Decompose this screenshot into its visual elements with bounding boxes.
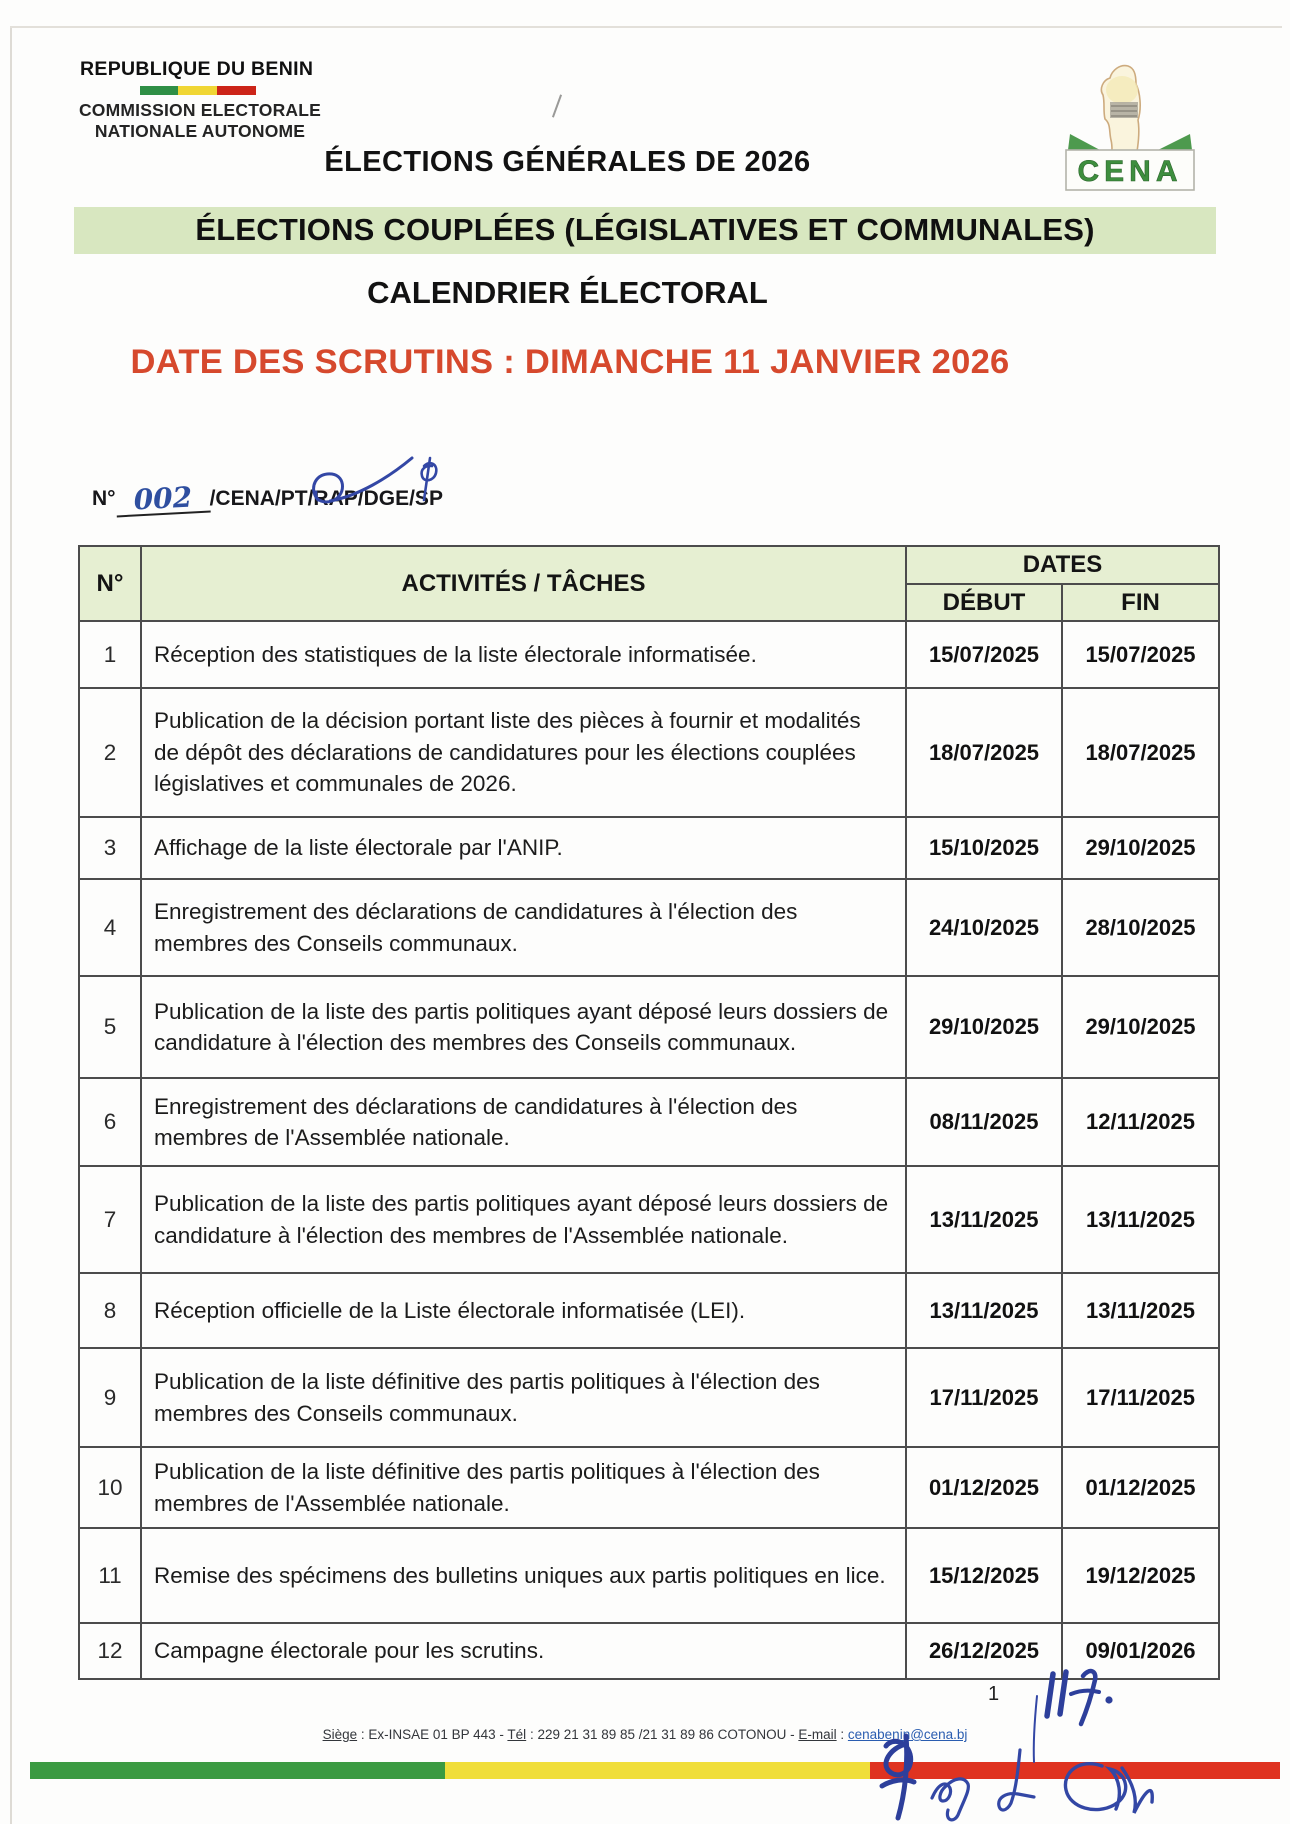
row-end-date: 13/11/2025 bbox=[1062, 1166, 1219, 1273]
table-row bbox=[79, 621, 1219, 688]
row-start-date: 15/12/2025 bbox=[906, 1528, 1062, 1623]
scan-slash-artifact bbox=[552, 94, 562, 117]
row-start-date: 24/10/2025 bbox=[906, 879, 1062, 976]
commission-line1: COMMISSION ELECTORALE bbox=[78, 100, 322, 120]
row-number: 8 bbox=[79, 1273, 141, 1348]
reference-prefix: N° bbox=[92, 487, 116, 510]
footer-email-label: E-mail bbox=[798, 1727, 837, 1742]
scan-edge-top bbox=[10, 26, 1282, 28]
row-end-date: 28/10/2025 bbox=[1062, 879, 1219, 976]
table-row bbox=[79, 1166, 1219, 1273]
row-activity: Publication de la décision portant liste des pièces à fournir et modalités de dépôt des déclarations de candidatures pour les élections couplées législatives et communales de 2026. bbox=[141, 688, 906, 817]
scrutin-date-title: DATE DES SCRUTINS : DIMANCHE 11 JANVIER 2026 bbox=[130, 343, 1010, 381]
footer-part1: : Ex-INSAE 01 BP 443 - bbox=[357, 1727, 508, 1742]
row-number: 4 bbox=[79, 879, 141, 976]
footer-email-link[interactable]: cenabenin@cena.bj bbox=[847, 1727, 968, 1742]
flag-red-segment bbox=[217, 86, 256, 95]
column-header-start: DÉBUT bbox=[906, 584, 1062, 621]
row-activity: Publication de la liste définitive des partis politiques à l'élection des membres de l'Assemblée nationale. bbox=[141, 1447, 906, 1528]
row-start-date: 13/11/2025 bbox=[906, 1166, 1062, 1273]
row-number: 2 bbox=[79, 688, 141, 817]
band-yellow-segment bbox=[445, 1762, 870, 1779]
row-end-date: 29/10/2025 bbox=[1062, 817, 1219, 879]
header-row-1 bbox=[79, 546, 1219, 584]
calendar-table bbox=[78, 545, 1220, 1680]
row-start-date: 08/11/2025 bbox=[906, 1078, 1062, 1166]
calendar-table-wrapper bbox=[78, 545, 1220, 1680]
row-end-date: 17/11/2025 bbox=[1062, 1348, 1219, 1447]
footer-tel-label: Tél bbox=[507, 1727, 527, 1742]
column-header-activity: ACTIVITÉS / TÂCHES bbox=[141, 546, 906, 621]
table-row bbox=[79, 1447, 1219, 1528]
footer-part3: : bbox=[836, 1727, 848, 1742]
reference-suffix: /CENA/PT/RAP/DGE/SP bbox=[209, 487, 443, 510]
row-activity: Publication de la liste des partis politiques ayant déposé leurs dossiers de candidature à l'élection des membres de l'Assemblée nationale. bbox=[141, 1166, 906, 1273]
row-number: 1 bbox=[79, 621, 141, 688]
row-start-date: 15/07/2025 bbox=[906, 621, 1062, 688]
table-row bbox=[79, 1273, 1219, 1348]
page-number: 1 bbox=[988, 1683, 1000, 1705]
row-number: 9 bbox=[79, 1348, 141, 1447]
row-start-date: 29/10/2025 bbox=[906, 976, 1062, 1078]
table-row bbox=[79, 688, 1219, 817]
benin-flag-stripe bbox=[140, 86, 256, 95]
row-number: 12 bbox=[79, 1623, 141, 1679]
commission-name bbox=[62, 100, 338, 141]
row-number: 3 bbox=[79, 817, 141, 879]
row-start-date: 13/11/2025 bbox=[906, 1273, 1062, 1348]
footer-part2: : 229 21 31 89 85 /21 31 89 86 COTONOU - bbox=[526, 1727, 799, 1742]
band-green-segment bbox=[30, 1762, 445, 1779]
main-title: ÉLECTIONS GÉNÉRALES DE 2026 bbox=[324, 146, 811, 178]
republic-title: REPUBLIQUE DU BENIN bbox=[80, 58, 314, 80]
row-end-date: 18/07/2025 bbox=[1062, 688, 1219, 817]
table-row bbox=[79, 1078, 1219, 1166]
row-start-date: 18/07/2025 bbox=[906, 688, 1062, 817]
row-end-date: 19/12/2025 bbox=[1062, 1528, 1219, 1623]
row-number: 6 bbox=[79, 1078, 141, 1166]
calendar-title: CALENDRIER ÉLECTORAL bbox=[367, 275, 768, 310]
flag-green-segment bbox=[140, 86, 178, 95]
row-number: 7 bbox=[79, 1166, 141, 1273]
cena-logo bbox=[1058, 62, 1202, 200]
footer-siege-label: Siège bbox=[322, 1727, 358, 1742]
handwritten-initials bbox=[300, 448, 450, 520]
table-row bbox=[79, 976, 1219, 1078]
flag-yellow-segment bbox=[178, 86, 217, 95]
banner-fold-right bbox=[1158, 134, 1192, 150]
row-activity: Remise des spécimens des bulletins uniques aux partis politiques en lice. bbox=[141, 1528, 906, 1623]
table-row bbox=[79, 817, 1219, 879]
row-activity: Réception des statistiques de la liste électorale informatisée. bbox=[141, 621, 906, 688]
map-yellow-tint bbox=[1106, 76, 1138, 104]
handwritten-signatures bbox=[868, 1688, 1160, 1824]
row-activity: Réception officielle de la Liste électorale informatisée (LEI). bbox=[141, 1273, 906, 1348]
row-start-date: 26/12/2025 bbox=[906, 1623, 1062, 1679]
column-header-num: N° bbox=[79, 546, 141, 621]
row-number: 5 bbox=[79, 976, 141, 1078]
row-end-date: 29/10/2025 bbox=[1062, 976, 1219, 1078]
row-end-date: 15/07/2025 bbox=[1062, 621, 1219, 688]
commission-line2: NATIONALE AUTONOME bbox=[94, 120, 306, 141]
row-start-date: 01/12/2025 bbox=[906, 1447, 1062, 1528]
row-end-date: 12/11/2025 bbox=[1062, 1078, 1219, 1166]
table-body bbox=[79, 621, 1219, 1679]
row-activity: Publication de la liste définitive des partis politiques à l'élection des membres des Conseils communaux. bbox=[141, 1348, 906, 1447]
row-end-date: 01/12/2025 bbox=[1062, 1447, 1219, 1528]
row-activity: Publication de la liste des partis politiques ayant déposé leurs dossiers de candidature à l'élection des membres des Conseils communaux. bbox=[141, 976, 906, 1078]
row-activity: Enregistrement des déclarations de candidatures à l'élection des membres de l'Assemblée nationale. bbox=[141, 1078, 906, 1166]
column-header-end: FIN bbox=[1062, 584, 1219, 621]
row-activity: Campagne électorale pour les scrutins. bbox=[141, 1623, 906, 1679]
row-number: 10 bbox=[79, 1447, 141, 1528]
row-end-date: 13/11/2025 bbox=[1062, 1273, 1219, 1348]
table-row bbox=[79, 1348, 1219, 1447]
reference-handwritten-number: 002 bbox=[115, 483, 210, 518]
row-end-date: 09/01/2026 bbox=[1062, 1623, 1219, 1679]
row-number: 11 bbox=[79, 1528, 141, 1623]
table-row bbox=[79, 879, 1219, 976]
row-start-date: 15/10/2025 bbox=[906, 817, 1062, 879]
column-header-dates: DATES bbox=[906, 546, 1219, 584]
row-activity: Enregistrement des déclarations de candidatures à l'élection des membres des Conseils communaux. bbox=[141, 879, 906, 976]
row-activity: Affichage de la liste électorale par l'ANIP. bbox=[141, 817, 906, 879]
coupled-elections-banner: ÉLECTIONS COUPLÉES (LÉGISLATIVES ET COMMUNALES) bbox=[74, 207, 1216, 254]
table-row bbox=[79, 1528, 1219, 1623]
row-start-date: 17/11/2025 bbox=[906, 1348, 1062, 1447]
cena-logo-text: CENA bbox=[1077, 155, 1183, 188]
